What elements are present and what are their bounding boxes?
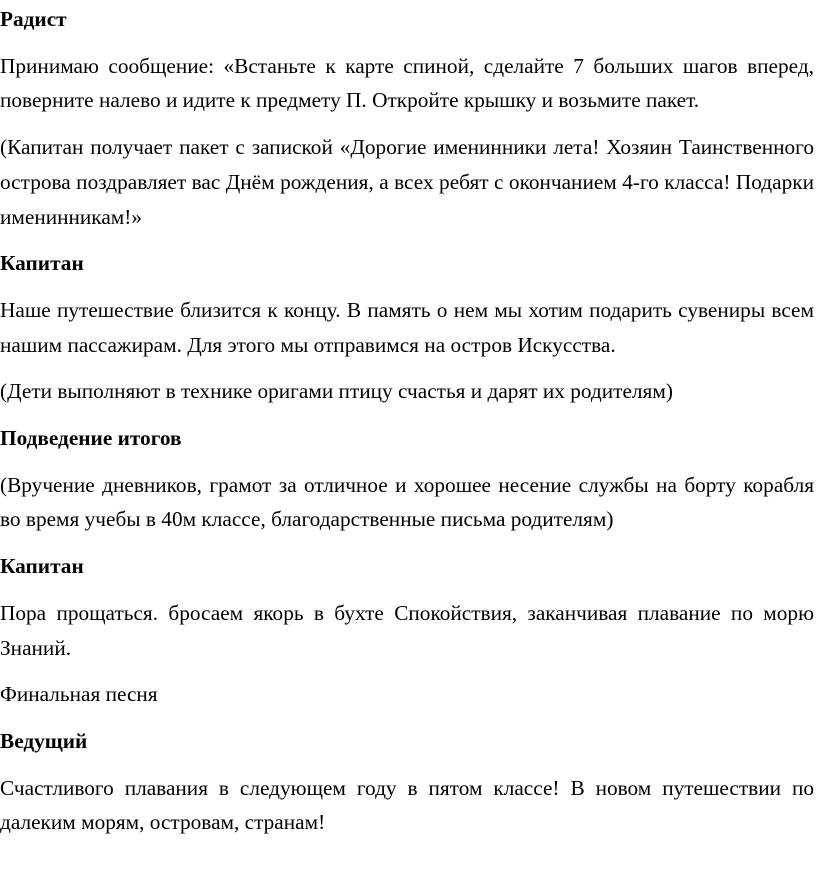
paragraph-package-note: (Капитан получает пакет с запиской «Дорогие именинники лета! Хозяин Таинственного острова поздравляет вас Днём рождения, а всех ребят с окончанием 4-го класса! Подарки именинникам!» xyxy=(0,135,814,229)
paragraph-final-song: Финальная песня xyxy=(0,682,158,707)
paragraph-awards: (Вручение дневников, грамот за отличное и хорошее несение службы на борту корабля во время учебы в 40м классе, благодарственные письма родителям) xyxy=(0,472,814,532)
section-heading-captain-2: Капитан xyxy=(0,554,84,579)
paragraph-origami: (Дети выполняют в технике оригами птицу счастья и дарят их родителям) xyxy=(0,379,673,404)
paragraph-farewell: Пора прощаться. бросаем якорь в бухте Спокойствия, заканчивая плавание по морю Знаний. xyxy=(0,600,814,660)
section-heading-summary: Подведение итогов xyxy=(0,426,182,451)
paragraph-good-voyage: Счастливого плавания в следующем году в пятом классе! В новом путешествии по далеким морям, островам, странам! xyxy=(0,775,814,835)
section-heading-radist: Радист xyxy=(0,7,67,31)
section-heading-host: Ведущий xyxy=(0,728,88,753)
paragraph-journey-end: Наше путешествие близится к концу. В память о нем мы хотим подарить сувениры всем нашим пассажирам. Для этого мы отправимся на остров Искусства. xyxy=(0,297,814,357)
paragraph-message: Принимаю сообщение: «Встаньте к карте спиной, сделайте 7 больших шагов вперед, поверните налево и идите к предмету П. Откройте крышку и возьмите пакет. xyxy=(0,53,814,113)
section-heading-captain-1: Капитан xyxy=(0,251,84,276)
